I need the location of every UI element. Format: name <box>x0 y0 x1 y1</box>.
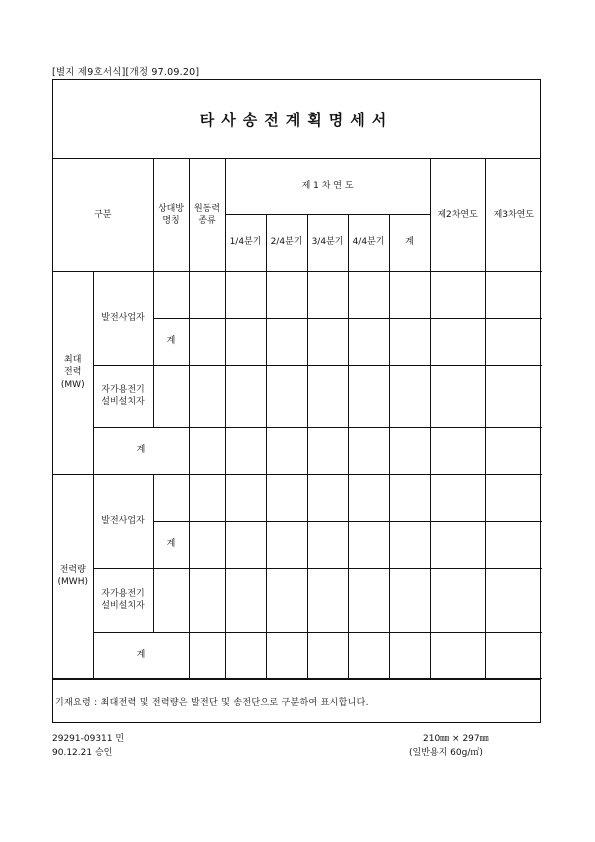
self-generator-label-line2: 설비설치자 <box>101 601 145 611</box>
table-row <box>53 271 542 318</box>
group-label-energy <box>53 474 93 678</box>
input-cell[interactable] <box>307 521 348 568</box>
input-cell[interactable] <box>485 427 542 474</box>
self-generator-label-line1: 자가용전기 <box>101 588 145 599</box>
table-row <box>53 632 542 678</box>
input-cell[interactable] <box>430 474 485 521</box>
input-cell[interactable] <box>348 271 389 318</box>
form-title: 타사송전계획명세서 <box>199 110 394 129</box>
input-cell[interactable] <box>307 427 348 474</box>
input-cell[interactable] <box>348 318 389 365</box>
self-generator-label <box>93 365 153 427</box>
q1-header: 1/4분기 <box>225 214 266 271</box>
input-cell[interactable] <box>153 365 189 427</box>
input-cell[interactable] <box>389 318 430 365</box>
input-cell[interactable] <box>225 318 266 365</box>
input-cell[interactable] <box>485 568 542 632</box>
input-cell[interactable] <box>307 271 348 318</box>
input-cell[interactable] <box>430 318 485 365</box>
input-cell[interactable] <box>189 365 225 427</box>
input-cell[interactable] <box>225 365 266 427</box>
input-cell[interactable] <box>189 568 225 632</box>
input-cell[interactable] <box>430 521 485 568</box>
input-cell[interactable] <box>189 521 225 568</box>
input-cell[interactable] <box>153 568 189 632</box>
instructions-text: 기재요령 : 최대전력 및 전력량은 발전단 및 송전단으로 구분하여 표시합니다. <box>55 698 369 708</box>
input-cell[interactable] <box>189 474 225 521</box>
counterparty-header-line1: 상대방 <box>157 203 185 214</box>
input-cell[interactable] <box>348 521 389 568</box>
input-cell[interactable] <box>389 521 430 568</box>
input-cell[interactable] <box>266 521 307 568</box>
input-cell[interactable] <box>389 632 430 678</box>
year1-header: 제 1 차 연 도 <box>225 159 430 214</box>
group-label-line: 전력량 <box>59 564 86 575</box>
group-label-line: 전력 <box>64 367 82 378</box>
input-cell[interactable] <box>307 365 348 427</box>
group-total-label: 계 <box>93 427 189 474</box>
table-row <box>53 365 542 427</box>
input-cell[interactable] <box>348 474 389 521</box>
input-cell[interactable] <box>348 568 389 632</box>
input-cell[interactable] <box>348 427 389 474</box>
input-cell[interactable] <box>430 632 485 678</box>
q3-header: 3/4분기 <box>307 214 348 271</box>
self-generator-label-line2: 설비설치자 <box>101 397 145 407</box>
input-cell[interactable] <box>266 474 307 521</box>
table-row <box>53 474 542 521</box>
year3-header: 제3차연도 <box>485 159 542 271</box>
input-cell[interactable] <box>225 427 266 474</box>
paper-type: (일반용지 60g/㎡) <box>409 748 483 758</box>
input-cell[interactable] <box>485 474 542 521</box>
input-cell[interactable] <box>485 271 542 318</box>
plan-table <box>53 159 542 679</box>
approval-date: 90.12.21 승인 <box>52 748 113 758</box>
input-cell[interactable] <box>430 365 485 427</box>
generator-subtotal-label: 계 <box>153 521 189 568</box>
input-cell[interactable] <box>266 318 307 365</box>
paper-size: 210㎜ × 297㎜ <box>423 734 489 744</box>
counterparty-header-line2: 명칭 <box>162 215 180 226</box>
input-cell[interactable] <box>307 318 348 365</box>
input-cell[interactable] <box>225 474 266 521</box>
input-cell[interactable] <box>266 427 307 474</box>
input-cell[interactable] <box>430 427 485 474</box>
q4-header: 4/4분기 <box>348 214 389 271</box>
input-cell[interactable] <box>389 427 430 474</box>
input-cell[interactable] <box>189 632 225 678</box>
input-cell[interactable] <box>225 632 266 678</box>
year2-header: 제2차연도 <box>430 159 485 271</box>
group-total-label: 계 <box>93 632 189 678</box>
input-cell[interactable] <box>485 365 542 427</box>
generator-label: 발전사업자 <box>93 271 153 365</box>
input-cell[interactable] <box>153 271 189 318</box>
input-cell[interactable] <box>389 271 430 318</box>
form-code: 29291-09311 민 <box>52 734 125 744</box>
input-cell[interactable] <box>266 271 307 318</box>
power-source-header-line2: 종류 <box>198 215 216 226</box>
input-cell[interactable] <box>266 365 307 427</box>
table-row <box>53 568 542 632</box>
power-source-header <box>189 159 225 271</box>
group-label-line: (MWH) <box>57 577 88 587</box>
form-number-note: [별지 제9호서식][개정 97.09.20] <box>52 67 200 78</box>
input-cell[interactable] <box>266 632 307 678</box>
input-cell[interactable] <box>225 271 266 318</box>
input-cell[interactable] <box>307 568 348 632</box>
self-generator-label-line1: 자가용전기 <box>101 384 145 395</box>
input-cell[interactable] <box>307 632 348 678</box>
table-row <box>53 427 542 474</box>
generator-subtotal-label: 계 <box>153 318 189 365</box>
input-cell[interactable] <box>348 632 389 678</box>
input-cell[interactable] <box>430 271 485 318</box>
title-area <box>53 80 540 159</box>
input-cell[interactable] <box>225 568 266 632</box>
input-cell[interactable] <box>485 632 542 678</box>
year1-subtotal-header: 계 <box>389 214 430 271</box>
input-cell[interactable] <box>430 568 485 632</box>
input-cell[interactable] <box>389 365 430 427</box>
input-cell[interactable] <box>189 318 225 365</box>
input-cell[interactable] <box>189 427 225 474</box>
self-generator-label <box>93 568 153 632</box>
group-label-line: (MW) <box>60 379 85 390</box>
instructions-note <box>53 679 540 724</box>
q2-header: 2/4분기 <box>266 214 307 271</box>
input-cell[interactable] <box>153 474 189 521</box>
input-cell[interactable] <box>266 568 307 632</box>
input-cell[interactable] <box>389 568 430 632</box>
input-cell[interactable] <box>225 521 266 568</box>
generator-label: 발전사업자 <box>93 474 153 568</box>
header-row-1 <box>53 159 542 214</box>
input-cell[interactable] <box>485 318 542 365</box>
group-label-max-power <box>53 271 93 474</box>
group-label-line: 최대 <box>64 355 82 366</box>
counterparty-header <box>153 159 189 271</box>
input-cell[interactable] <box>485 521 542 568</box>
power-source-header-line1: 원동력 <box>193 203 221 214</box>
input-cell[interactable] <box>348 365 389 427</box>
input-cell[interactable] <box>389 474 430 521</box>
input-cell[interactable] <box>189 271 225 318</box>
input-cell[interactable] <box>307 474 348 521</box>
form-frame <box>52 79 541 723</box>
category-header: 구분 <box>53 159 153 271</box>
